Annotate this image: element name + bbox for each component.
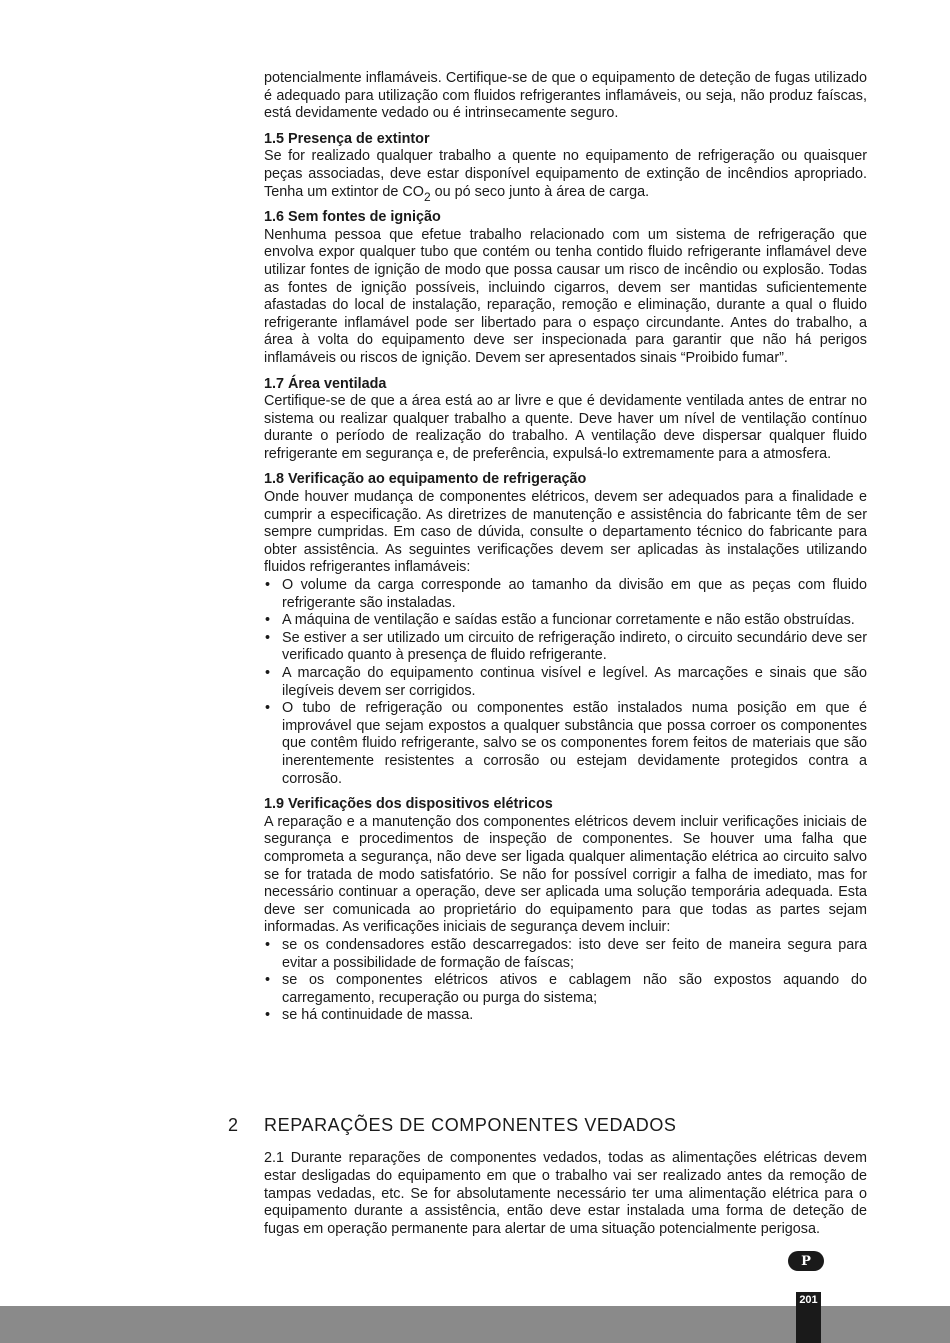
- section-1-8: [264, 471, 867, 788]
- section-1-9: [264, 796, 867, 1025]
- chapter-2-heading: [228, 1114, 868, 1136]
- section-1-5-title: 1.5 Presença de extintor: [264, 130, 430, 147]
- section-1-9-list: [264, 937, 867, 1025]
- section-1-8-text: Onde houver mudança de componentes elétricos, devem ser adequados para a finalidade e cumprir a especificação. As diretrizes de manutenção e assistência do fabricante têm de ser sempre cumpridas. Em caso de dúvida, consulte o departamento técnico do fabricante para obter assistência. As seguintes verificações devem ser aplicadas às instalações utilizando fluidos refrigerantes inflamáveis:: [264, 489, 867, 576]
- section-1-9-title: 1.9 Verificações dos dispositivos elétricos: [264, 796, 553, 813]
- chapter-title: REPARAÇÕES DE COMPONENTES VEDADOS: [264, 1115, 677, 1135]
- page-number: 201: [796, 1292, 821, 1343]
- section-1-7-text: Certifique-se de que a área está ao ar livre e que é devidamente ventilada antes de entrar no sistema ou realizar qualquer trabalho a quente. Deve haver um nível de ventilação contínuo durante o período de realização do trabalho. A ventilação deve dispersar qualquer fluido refrigerante em segurança e, de preferência, expulsá-lo extremamente para a atmosfera.: [264, 393, 867, 462]
- section-1-9-text: A reparação e a manutenção dos componentes elétricos devem incluir verificações iniciais de segurança e procedimentos de inspeção de componentes. Se houver uma falha que comprometa a segurança, não deve ser ligada qualquer alimentação elétrica ao circuito salvo se for tratada de modo satisfatório. Se não for possível corrigir a falha de imediato, mas for necessário continuar a operação, deve ser aplicada uma solução temporária adequada. Esta deve ser comunicada ao proprietário do equipamento para que todas as partes sejam informadas. As verificações iniciais de segurança devem incluir:: [264, 813, 867, 936]
- section-1-5-text: [264, 148, 867, 204]
- intro-paragraph: potencialmente inflamáveis. Certifique-se de que o equipamento de deteção de fugas utilizado é adequado para utilização com fluidos refrigerantes inflamáveis, ou seja, não produz faíscas, está devidamente vedado ou é intrinsecamente seguro.: [264, 70, 867, 122]
- list-item: • O volume da carga corresponde ao tamanho da divisão em que as peças com fluido refrigerante são instaladas.: [264, 577, 867, 612]
- list-item: • Se estiver a ser utilizado um circuito de refrigeração indireto, o circuito secundário deve ser verificado quanto à presença de fluido refrigerante.: [264, 630, 867, 665]
- list-item: • se os condensadores estão descarregados: isto deve ser feito de maneira segura para evitar a possibilidade de formação de faíscas;: [264, 937, 867, 972]
- section-1-8-list: [264, 577, 867, 788]
- section-1-8-title: 1.8 Verificação ao equipamento de refrigeração: [264, 471, 587, 488]
- section-1-6-text: Nenhuma pessoa que efetue trabalho relacionado com um sistema de refrigeração que envolva expor qualquer tubo que contém ou tenha contido fluido refrigerante inflamável deve utilizar fontes de ignição de modo que possa causar um risco de incêndio ou explosão. Todas as fontes de ignição possíveis, incluindo cigarros, devem ser mantidas suficientemente afastadas do local de instalação, reparação, remoção e eliminação, durante a qual o fluido refrigerante inflamável pode ser libertado para o espaço circundante. Antes do trabalho, a área à volta do equipamento deve ser inspecionada para garantir que não há perigos inflamáveis ou riscos de ignição. Devem ser apresentados sinais “Proibido fumar”.: [264, 226, 867, 366]
- co2-subscript: 2: [423, 189, 431, 204]
- section-1-7-title: 1.7 Área ventilada: [264, 375, 387, 392]
- section-1-5: [264, 130, 867, 204]
- list-item: • A máquina de ventilação e saídas estão a funcionar corretamente e não estão obstruídas.: [264, 612, 867, 630]
- chapter-2: [228, 1114, 868, 1253]
- section-1-5-text-after: ou pó seco junto à área de carga.: [430, 183, 650, 200]
- section-1-6: [264, 209, 867, 367]
- section-1-6-title: 1.6 Sem fontes de ignição: [264, 209, 441, 226]
- list-item: • se há continuidade de massa.: [264, 1007, 867, 1025]
- chapter-number: 2: [228, 1115, 239, 1135]
- list-item: • O tubo de refrigeração ou componentes estão instalados numa posição em que é improvável que sejam expostos a qualquer substância que possa corroer os componentes que contêm fluido refrigerante, salvo se os componentes forem feitos de materiais que são inerentemente resistentes a corrosão ou estejam devidamente protegidos contra a corrosão.: [264, 700, 867, 788]
- list-item: • A marcação do equipamento continua visível e legível. As marcações e sinais que são ilegíveis devem ser corrigidos.: [264, 665, 867, 700]
- language-badge: P: [788, 1251, 824, 1271]
- section-1-7: [264, 376, 867, 464]
- document-body: [264, 70, 867, 1025]
- chapter-2-text: 2.1 Durante reparações de componentes vedados, todas as alimentações elétricas devem estar desligadas do equipamento em que o trabalho vai ser realizado antes da remoção de tampas vedadas, etc. Se for absolutamente necessário ter uma alimentação elétrica para o equipamento durante a assistência, então deve estar instalada uma forma de deteção de fugas em operação permanente para alertar de uma situação potencialmente perigosa.: [264, 1150, 867, 1237]
- list-item: • se os componentes elétricos ativos e cablagem não são expostos aquando do carregamento, recuperação ou purga do sistema;: [264, 972, 867, 1007]
- section-1-5-text-before: Se for realizado qualquer trabalho a quente no equipamento de refrigeração ou quaisquer peças associadas, deve estar disponível equipamento de extinção de incêndios apropriado. Tenha um extintor de CO: [264, 148, 867, 200]
